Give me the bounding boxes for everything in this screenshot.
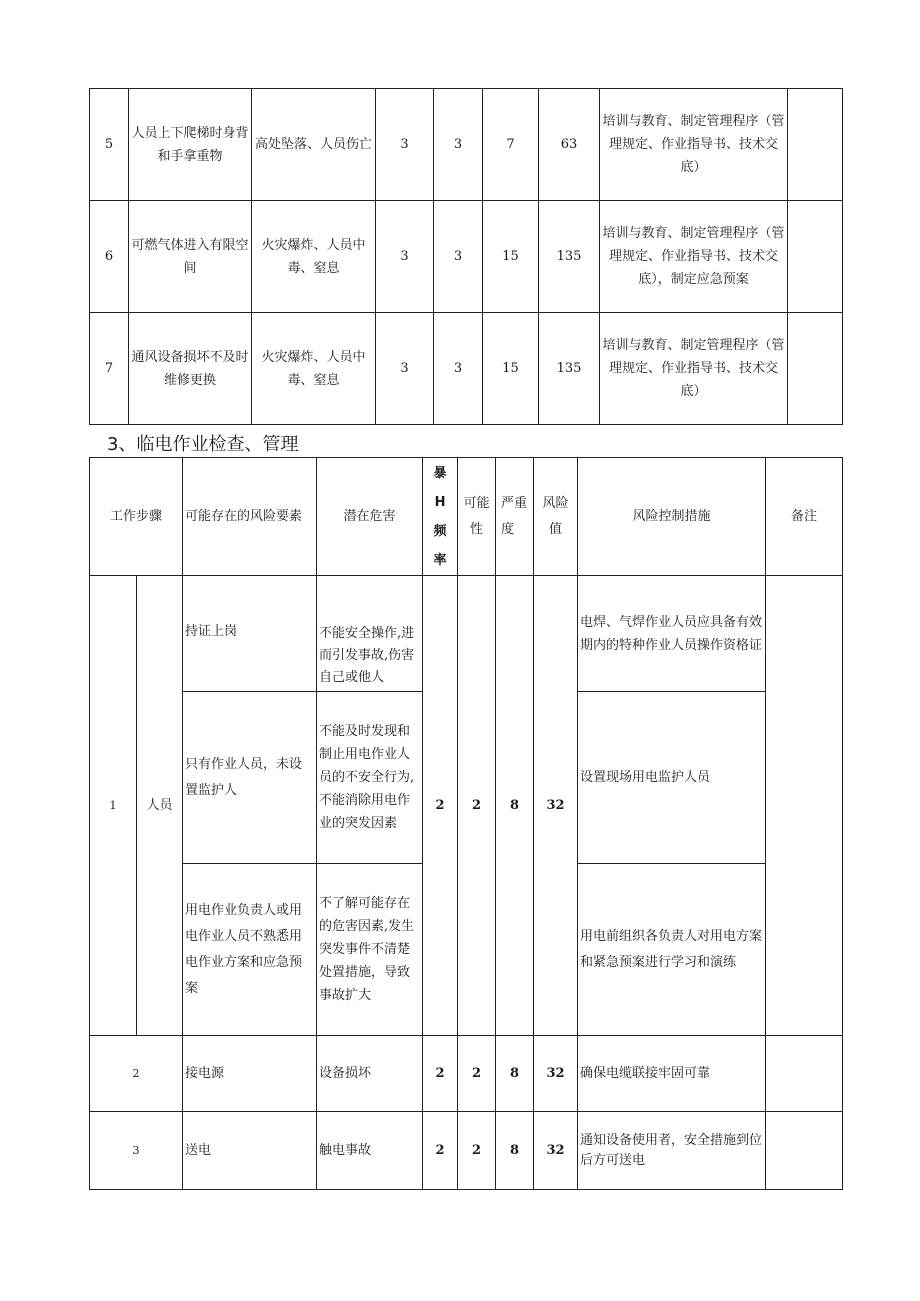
potential-hazard: 触电事故 (317, 1112, 423, 1190)
severity-value: 8 (496, 1036, 534, 1112)
row-number: 3 (90, 1112, 183, 1190)
control-measure: 培训与教育、制定管理程序（管理规定、作业指导书、技术交底），制定应急预案 (600, 201, 788, 313)
header-control-measure: 风险控制措施 (578, 458, 766, 576)
row-number: 2 (90, 1036, 183, 1112)
table-row (90, 201, 843, 313)
risk-table-continued (89, 88, 843, 425)
risk-value: 32 (534, 1112, 578, 1190)
risk-factor: 送电 (183, 1112, 317, 1190)
potential-hazard: 火灾爆炸、人员中毒、窒息 (252, 201, 376, 313)
electrical-work-risk-table (89, 457, 843, 1190)
note-cell (788, 89, 843, 201)
table-row (90, 1036, 843, 1112)
risk-value: 135 (539, 313, 600, 425)
risk-factor: 只有作业人员，未设置监护人 (183, 692, 317, 864)
likelihood-value: 2 (458, 576, 496, 1036)
header-severity: 严重度 (496, 458, 534, 576)
note-cell (766, 1112, 843, 1190)
row-number: 7 (90, 313, 129, 425)
control-measure: 设置现场用电监护人员 (578, 692, 766, 864)
exposure-value: 2 (423, 576, 458, 1036)
control-measure: 通知设备使用者，安全措施到位后方可送电 (578, 1112, 766, 1190)
control-measure: 电焊、气焊作业人员应具备有效期内的特种作业人员操作资格证 (578, 576, 766, 692)
risk-factor: 持证上岗 (183, 576, 317, 692)
likelihood-value: 2 (458, 1112, 496, 1190)
table-row (90, 89, 843, 201)
likelihood-value: 3 (434, 89, 483, 201)
risk-value: 32 (534, 1036, 578, 1112)
potential-hazard: 火灾爆炸、人员中毒、窒息 (252, 313, 376, 425)
step-category: 人员 (137, 576, 183, 1036)
severity-value: 8 (496, 576, 534, 1036)
header-potential-hazard: 潜在危害 (317, 458, 423, 576)
table-header-row (90, 458, 843, 576)
control-measure: 用电前组织各负责人对用电方案和紧急预案进行学习和演练 (578, 864, 766, 1036)
likelihood-value: 3 (434, 201, 483, 313)
table-row (90, 576, 843, 692)
risk-factor: 接电源 (183, 1036, 317, 1112)
work-step: 通风设备损坏不及时维修更换 (129, 313, 252, 425)
note-cell (766, 1036, 843, 1112)
exposure-value: 3 (376, 89, 434, 201)
exposure-value: 2 (423, 1036, 458, 1112)
note-cell (766, 576, 843, 1036)
note-cell (788, 201, 843, 313)
row-number: 6 (90, 201, 129, 313)
control-measure: 培训与教育、制定管理程序（管理规定、作业指导书、技术交底） (600, 89, 788, 201)
work-step: 可燃气体进入有限空间 (129, 201, 252, 313)
severity-value: 15 (483, 313, 539, 425)
control-measure: 确保电缆联接牢固可靠 (578, 1036, 766, 1112)
risk-value: 135 (539, 201, 600, 313)
section-title: 3、临电作业检查、管理 (107, 434, 299, 455)
header-note: 备注 (766, 458, 843, 576)
risk-value: 63 (539, 89, 600, 201)
exposure-value: 3 (376, 201, 434, 313)
header-work-step: 工作步骤 (90, 458, 183, 576)
potential-hazard: 不了解可能存在的危害因素,发生突发事件不清楚处置措施，导致事故扩大 (317, 864, 423, 1036)
potential-hazard: 设备损坏 (317, 1036, 423, 1112)
header-likelihood: 可能性 (458, 458, 496, 576)
exposure-value: 3 (376, 313, 434, 425)
potential-hazard: 高处坠落、人员伤亡 (252, 89, 376, 201)
severity-value: 8 (496, 1112, 534, 1190)
row-number: 1 (90, 576, 137, 1036)
risk-factor: 用电作业负责人或用电作业人员不熟悉用电作业方案和应急预案 (183, 864, 317, 1036)
work-step: 人员上下爬梯时身背和手拿重物 (129, 89, 252, 201)
table-row (90, 1112, 843, 1190)
header-risk-factor: 可能存在的风险要素 (183, 458, 317, 576)
potential-hazard: 不能及时发现和制止用电作业人员的不安全行为,不能消除用电作业的突发因素 (317, 692, 423, 864)
exposure-value: 2 (423, 1112, 458, 1190)
header-risk-value: 风险值 (534, 458, 578, 576)
potential-hazard: 不能安全操作,进而引发事故,伤害自己或他人 (317, 576, 423, 692)
note-cell (788, 313, 843, 425)
severity-value: 7 (483, 89, 539, 201)
risk-value: 32 (534, 576, 578, 1036)
control-measure: 培训与教育、制定管理程序（管理规定、作业指导书、技术交底） (600, 313, 788, 425)
likelihood-value: 2 (458, 1036, 496, 1112)
row-number: 5 (90, 89, 129, 201)
header-exposure: 暴H频率 (423, 458, 458, 576)
table-row (90, 313, 843, 425)
likelihood-value: 3 (434, 313, 483, 425)
severity-value: 15 (483, 201, 539, 313)
